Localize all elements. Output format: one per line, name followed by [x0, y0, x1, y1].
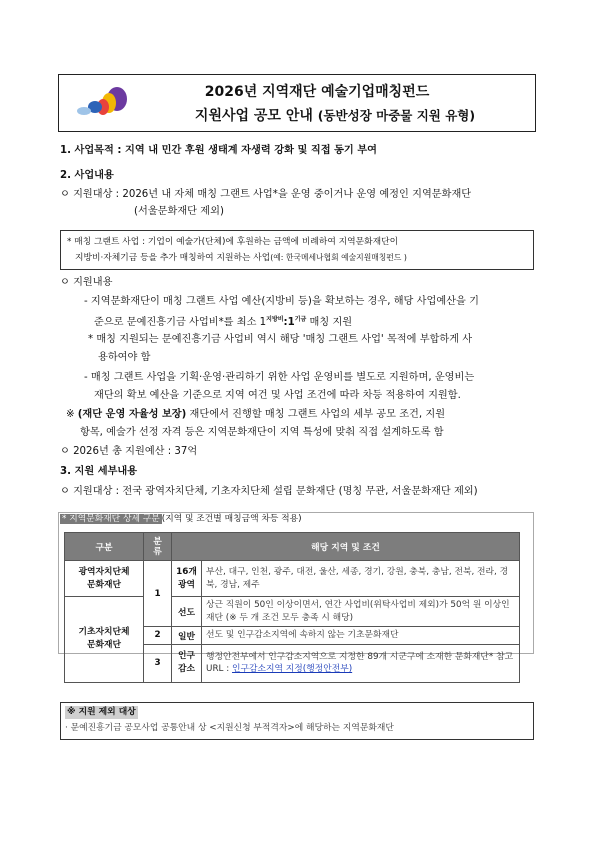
table-header-group: 구분	[65, 533, 144, 561]
population-decline-link[interactable]: 인구감소지역 지정(행정안전부)	[232, 664, 353, 674]
detail-label-highlight: * 지역문화재단 상세 구분	[62, 514, 160, 524]
bullet1-sup-local: 지방비	[266, 316, 284, 323]
row-cond-general: 선도 및 인구감소지역에 속하지 않는 기초문화재단	[202, 627, 520, 645]
group-metro: 광역자치단체 문화재단	[65, 561, 144, 597]
table-header-condition: 해당 지역 및 조건	[172, 533, 520, 561]
decline-cond-text: 행정안전부에서 인구감소지역으로 지정한 89개 시군구에 소재한 문화재단* 참고URL :	[206, 651, 514, 674]
table-header-num: 분류	[144, 533, 172, 561]
bullet2-line1: * 매칭 지원되는 문예진흥기금 사업비 역시 해당 '매칭 그랜트 사업' 목적에 부합하게 사	[88, 334, 473, 345]
bullet1-line1: - 지역문화재단이 매칭 그랜트 사업 예산(지방비 등)을 확보하는 경우, 해당 사업예산을 기	[84, 296, 479, 307]
page-title-line2	[59, 105, 535, 125]
table-row	[65, 597, 520, 627]
bullet3-line1: - 매칭 그랜트 사업을 기획·운영·관리하기 위한 사업 운영비를 별도로 지원하며, 운영비는	[84, 372, 475, 383]
row-num-2: 2	[144, 627, 172, 645]
matching-grant-note	[60, 230, 534, 270]
detail-label	[60, 513, 302, 526]
autonomy-rest: 재단에서 진행할 매칭 그랜트 사업의 세부 공모 조건, 지원	[186, 409, 446, 420]
note-line2-example: (예: 한국메세나협회 예술지원매칭펀드 )	[270, 253, 407, 262]
page-title-line1: 2026년 지역재단 예술기업매칭펀드	[204, 84, 430, 100]
table-row	[65, 561, 520, 597]
exclusion-title: ※ 지원 제외 대상	[67, 707, 136, 717]
section3-heading: 3. 지원 세부내용	[60, 466, 138, 477]
note-line1: * 매칭 그랜트 사업 : 기업이 예술가(단체)에 후원하는 금액에 비례하여 지역문화재단이	[67, 237, 399, 247]
row-cond-decline	[202, 644, 520, 682]
row-label-general: 일반	[172, 627, 202, 645]
row-cond-leading: 상근 직원이 50인 이상이면서, 연간 사업비(위탁사업비 제외)가 50억 원 이상인 재단 (※ 두 개 조건 모두 충족 시 해당)	[202, 597, 520, 627]
budget-line: ㅇ 2026년 총 지원예산 : 37억	[60, 446, 198, 457]
note-line2-main: 지방비·자체기금 등을 추가 매칭하여 지원하는 사업	[75, 253, 271, 263]
row-label-decline: 인구 감소	[172, 644, 202, 682]
row-num-1: 1	[144, 561, 172, 627]
detail-table	[64, 532, 520, 683]
bullet1-tail: 매칭 지원	[306, 317, 353, 328]
detail-label-rest: (지역 및 조건별 매칭금액 차등 적용)	[161, 514, 302, 524]
bullet3-line2: 재단의 확보 예산을 기준으로 지역 여건 및 사업 조건에 따라 차등 적용하여 지원함.	[94, 390, 461, 401]
row-cond-metro: 부산, 대구, 인천, 광주, 대전, 울산, 세종, 경기, 강원, 충북, 충남, 전북, 전라, 경북, 경남, 제주	[202, 561, 520, 597]
exclusion-text: · 문예진흥기금 공모사업 공통안내 상 <지원신청 부적격자>에 해당하는 지역문화재단	[65, 723, 394, 733]
autonomy-line1	[66, 408, 445, 422]
section3-target: ㅇ 지원대상 : 전국 광역자치단체, 기초자치단체 설립 문화재단 (명칭 무관, 서울문화재단 제외)	[60, 486, 478, 497]
row-label-metro: 16개 광역	[172, 561, 202, 597]
autonomy-line2: 항목, 예술가 선정 자격 등은 지역문화재단이 지역 특성에 맞춰 직접 설계하도록 함	[80, 427, 444, 438]
target-line2: (서울문화재단 제외)	[134, 206, 224, 217]
table-header-row	[65, 533, 520, 561]
exclusion-box	[60, 702, 534, 740]
page-title-sub: (동반성장 마중물 지원 유형)	[317, 108, 476, 123]
autonomy-bold: (재단 운영 자율성 보장)	[77, 409, 187, 420]
autonomy-mark: ※	[66, 409, 78, 420]
section1-heading: 1. 사업목적 : 지역 내 민간 후원 생태계 자생력 강화 및 직접 동기 부여	[60, 145, 378, 156]
row-label-leading: 선도	[172, 597, 202, 627]
bullet1-sup-fund: 기금	[294, 316, 307, 323]
page-title-main: 지원사업 공모 안내	[194, 108, 313, 124]
title-box	[58, 74, 536, 132]
row-num-3: 3	[144, 644, 172, 682]
target-line1: ㅇ 지원대상 : 2026년 내 자체 매칭 그랜트 사업*을 운영 중이거나 운영 예정인 지역문화재단	[60, 189, 472, 200]
group-basic: 기초자치단체 문화재단	[65, 597, 144, 683]
bullet2-line2: 용하여야 함	[98, 352, 151, 363]
bullet1-text: 준으로 문예진흥기금 사업비*를 최소 1	[94, 317, 267, 328]
note-line2	[67, 250, 533, 266]
bullet1-ratio: :1	[283, 317, 295, 328]
section2-heading: 2. 사업내용	[60, 170, 114, 181]
bullet1-line2	[94, 313, 352, 330]
content-heading: ㅇ 지원내용	[60, 277, 113, 288]
